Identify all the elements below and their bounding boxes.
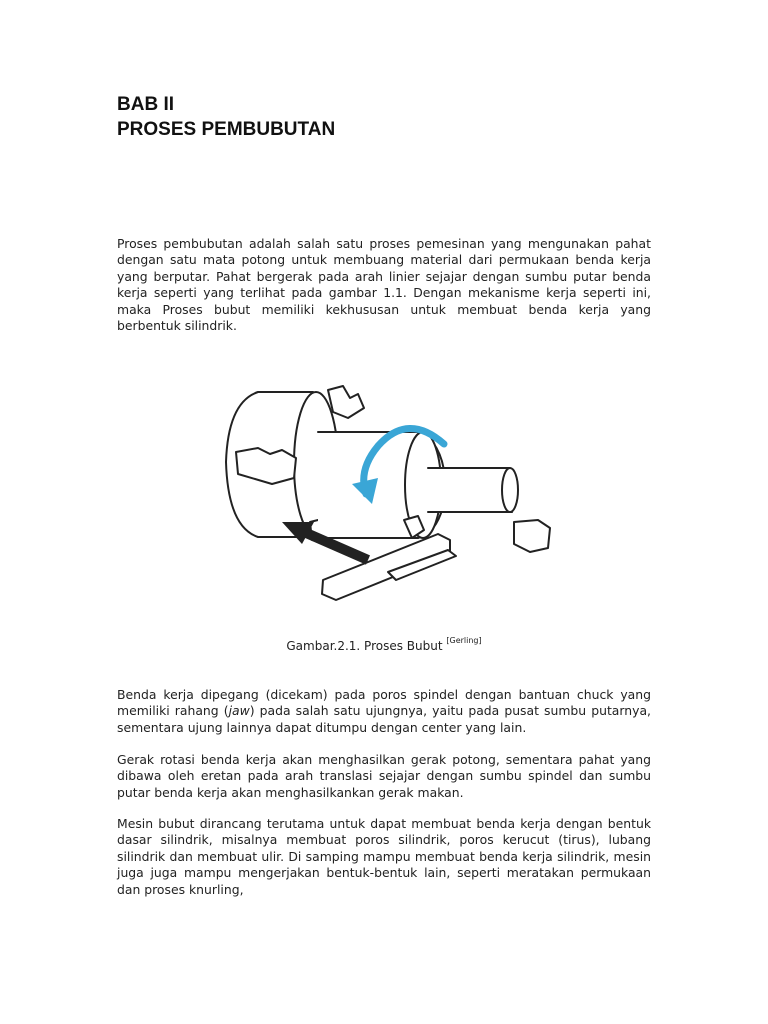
- caption-citation: [Gerling]: [446, 636, 482, 645]
- jaw-term: jaw: [228, 703, 250, 719]
- paragraph-lathe-design: Mesin bubut dirancang terutama untuk dapat membuat benda kerja dengan bentuk dasar silindrik, misalnya membuat poros silindrik, poros kerucut (tirus), lubang silindrik dan membuat ulir. Di samping mampu membuat benda kerja silindrik, mesin juga juga mampu mengerjakan bentuk-bentuk lain, seperti meratakan permukaan dan proses knurling,: [117, 816, 651, 897]
- intro-paragraph: Proses pembubutan adalah salah satu proses pemesinan yang mengunakan pahat dengan satu mata potong untuk membuang material dari permukaan benda kerja yang berputar. Pahat bergerak pada arah linier sejajar dengan sumbu putar benda kerja seperti yang terlihat pada gambar 1.1. Dengan mekanisme kerja seperti ini, maka Proses bubut memiliki kekhususan untuk membuat benda kerja yang berbentuk silindrik.: [117, 236, 651, 334]
- chapter-number: BAB II: [117, 94, 174, 115]
- tailstock-center: [514, 520, 550, 552]
- paragraph-chuck: [117, 687, 651, 736]
- chapter-heading: [117, 92, 335, 142]
- lathe-turning-illustration: [218, 372, 558, 612]
- paragraph-motion: Gerak rotasi benda kerja akan menghasilkan gerak potong, sementara pahat yang dibawa oleh eretan pada arah translasi sejajar dengan sumbu spindel dan sumbu putar benda kerja akan menghasilkankan gerak makan.: [117, 752, 651, 800]
- chapter-title: PROSES PEMBUBUTAN: [117, 119, 336, 140]
- chuck-jaw-top: [328, 386, 364, 418]
- figure-caption: [0, 636, 768, 653]
- turned-section-end: [502, 468, 518, 512]
- paragraph-chuck-text-b: ) pada salah satu ujungnya, yaitu pada pusat sumbu putarnya, sementara ujung lainnya dapat ditumpu dengan center yang lain.: [117, 703, 651, 735]
- caption-text: Gambar.2.1. Proses Bubut: [286, 639, 447, 653]
- paragraph-chuck-text-a: Benda kerja dipegang (dicekam) pada poros spindel dengan bantuan chuck yang memiliki rahang (: [117, 687, 651, 719]
